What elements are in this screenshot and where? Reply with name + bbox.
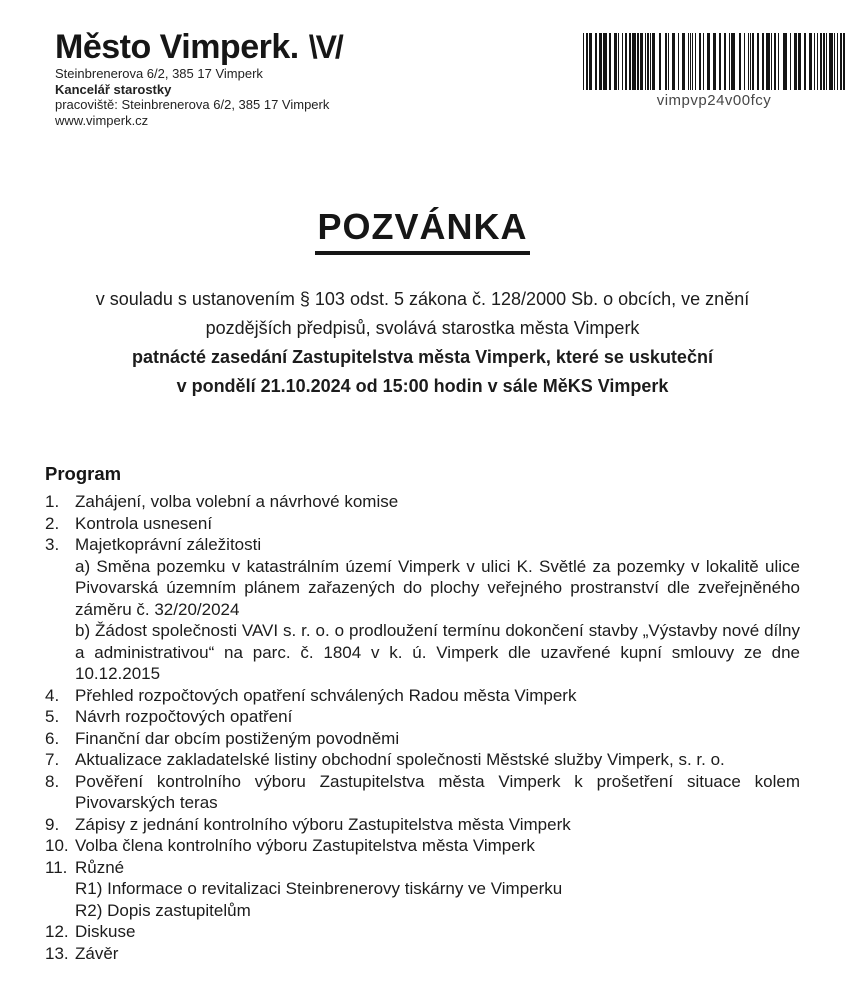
program-item-body	[75, 534, 800, 685]
program-item-number: 4.	[45, 685, 60, 705]
program-item-body	[75, 943, 800, 965]
intro-paragraphs	[45, 285, 800, 401]
program-item	[45, 706, 800, 728]
program-item-body	[75, 749, 800, 771]
letterhead	[45, 28, 800, 128]
program-item	[45, 771, 800, 814]
program-item-text: Kontrola usnesení	[75, 513, 213, 533]
program-item-body	[75, 857, 800, 922]
program-subitem: a) Směna pozemku v katastrálním území Vimperk v ulici K. Světlé za pozemky v lokalitě ulice Pivovarská územním plánem zařazených do plochy veřejného prostranství dle zveřejněného záměru č. 32/20/2024	[75, 556, 800, 619]
program-item-text: Aktualizace zakladatelské listiny obchodní společnosti Městské služby Vimperk, s. r. o.	[75, 750, 725, 769]
program-item-text: Zápisy z jednání kontrolního výboru Zastupitelstva města Vimperk	[75, 814, 571, 834]
program-item-body	[75, 921, 800, 943]
org-website: www.vimperk.cz	[55, 112, 149, 128]
program-item-text: Volba člena kontrolního výboru Zastupitelstva města Vimperk	[75, 836, 535, 855]
program-item-text: Finanční dar obcím postiženým povodněmi	[75, 728, 400, 748]
program-item-number: 5.	[45, 707, 60, 726]
program-item-text: Diskuse	[75, 922, 136, 941]
program-item	[45, 921, 800, 943]
program-item-text: Různé	[75, 857, 125, 877]
program-item-number: 3.	[45, 535, 60, 554]
logo-wordmark: Město Vimperk.	[55, 28, 299, 66]
program-item-number: 1.	[45, 492, 60, 511]
program-item	[45, 534, 800, 685]
program-item	[45, 685, 800, 707]
program-item-text: Pověření kontrolního výboru Zastupitelstva města Vimperk k prošetření situace kolem Pivovarských teras	[75, 771, 800, 812]
org-address: Steinbrenerova 6/2, 385 17 Vimperk	[55, 66, 263, 81]
program-item-text: Přehled rozpočtových opatření schválených Radou města Vimperk	[75, 685, 577, 705]
barcode-image	[583, 33, 845, 90]
program-item	[45, 491, 800, 513]
program-item-number: 9.	[45, 814, 60, 834]
program-item-text: Zahájení, volba volební a návrhové komise	[75, 492, 399, 511]
org-department: Kancelář starostky	[55, 81, 172, 97]
program-item	[45, 749, 800, 771]
barcode-caption: vimpvp24v00fcy	[656, 92, 772, 109]
program-item-number: 11.	[45, 857, 68, 877]
logo-mark-icon: \V/	[308, 29, 342, 65]
org-workplace: pracoviště: Steinbrenerova 6/2, 385 17 Vimperk	[55, 97, 330, 112]
program-item	[45, 513, 800, 535]
program-heading: Program	[45, 463, 122, 484]
program-item	[45, 857, 800, 922]
program-item	[45, 943, 800, 965]
program-item-body	[75, 835, 800, 857]
program-item-text: Návrh rozpočtových opatření	[75, 707, 293, 726]
program-item-body	[75, 491, 800, 513]
program-item-number: 8.	[45, 771, 60, 791]
intro-line: v pondělí 21.10.2024 od 15:00 hodin v sále MěKS Vimperk	[176, 376, 669, 396]
intro-line: patnácté zasedání Zastupitelstva města Vimperk, které se uskuteční	[132, 347, 713, 367]
program-subitem: b) Žádost společnosti VAVI s. r. o. o prodloužení termínu dokončení stavby „Výstavby nové dílny a administrativou“ na parc. č. 1804 v k. ú. Vimperk dle uzavřené kupní smlouvy ze dne 10.12.2015	[75, 621, 800, 683]
program-item-text: Majetkoprávní záležitosti	[75, 535, 262, 554]
document-title-text: POZVÁNKA	[315, 206, 529, 255]
program-item-number: 2.	[45, 513, 60, 533]
program-list	[45, 491, 800, 964]
program-item-number: 10.	[45, 836, 69, 855]
program-item-number: 13.	[45, 943, 69, 963]
program-subitem: R2) Dopis zastupitelům	[75, 900, 251, 920]
program-item-number: 6.	[45, 728, 60, 748]
program-item	[45, 814, 800, 836]
program-item-body	[75, 685, 800, 707]
program-item-body	[75, 513, 800, 535]
program-item-body	[75, 771, 800, 814]
barcode-block	[583, 33, 845, 109]
program-subitem: R1) Informace o revitalizaci Steinbrenerovy tiskárny ve Vimperku	[75, 879, 563, 898]
program-item-body	[75, 728, 800, 750]
program-item-number: 12.	[45, 922, 69, 941]
intro-line: pozdějších předpisů, svolává starostka města Vimperk	[205, 318, 640, 338]
program-item-number: 7.	[45, 750, 60, 769]
program-item-body	[75, 814, 800, 836]
program-item	[45, 835, 800, 857]
program-item	[45, 728, 800, 750]
intro-line: v souladu s ustanovením § 103 odst. 5 zákona č. 128/2000 Sb. o obcích, ve znění	[95, 289, 750, 309]
program-item-text: Závěr	[75, 943, 119, 963]
program-item-body	[75, 706, 800, 728]
document-title	[45, 206, 800, 255]
